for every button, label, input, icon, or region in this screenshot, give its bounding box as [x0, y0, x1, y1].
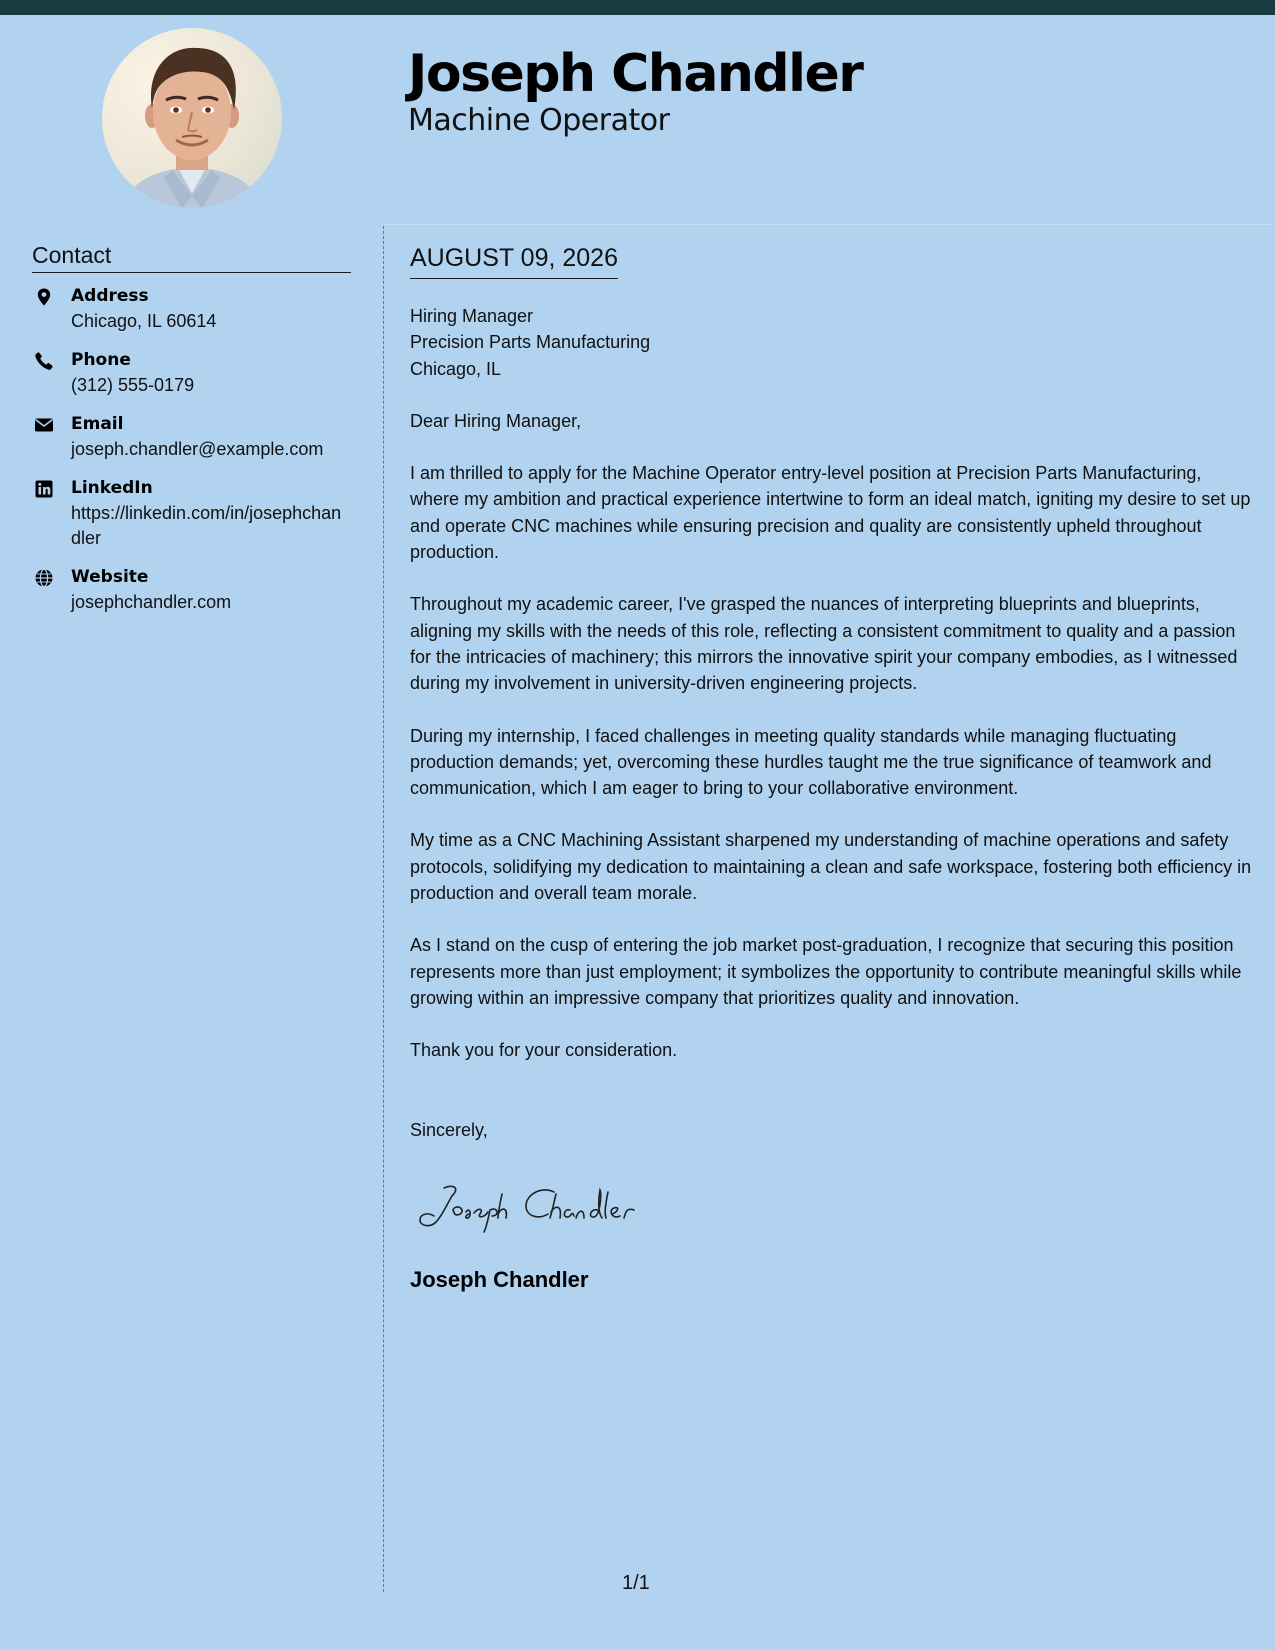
contact-label: LinkedIn — [71, 478, 153, 498]
recipient-company: Precision Parts Manufacturing — [410, 332, 651, 353]
paragraph: Throughout my academic career, I've grasped the nuances of interpreting blueprints and blueprints, aligning my skills with the needs of this role, reflecting a consistent commitment to quality and a passion for the intricacies of machinery; this mirrors the innovative spirit your company embodies, as I witnessed during my involvement in university-driven engineering projects. — [410, 594, 1238, 694]
linkedin-value[interactable]: https://linkedin.com/in/josephchandler — [71, 503, 342, 548]
phone-value: (312) 555-0179 — [71, 375, 195, 395]
handwritten-signature — [414, 1180, 674, 1235]
map-pin-icon — [34, 287, 54, 307]
paragraph: I am thrilled to apply for the Machine Operator entry-level position at Precision Parts Manufacturing, where my ambition and practical experience intertwine to form an ideal match, igniting my desire to set up and operate CNC machines while ensuring precision and quality are consistently upheld throughout production. — [410, 463, 1251, 563]
top-bar — [0, 0, 1275, 15]
recipient-block — [410, 303, 1252, 382]
header-divider — [384, 224, 1275, 225]
email-value[interactable]: joseph.chandler@example.com — [71, 439, 324, 459]
globe-icon — [34, 568, 54, 588]
contact-item-address — [32, 284, 362, 334]
recipient-name: Hiring Manager — [410, 306, 534, 326]
closing: Sincerely, — [410, 1119, 488, 1140]
contact-item-linkedin — [32, 476, 362, 551]
letter-date: AUGUST 09, 2026 — [410, 242, 618, 279]
contact-label: Website — [71, 567, 149, 587]
contact-label: Address — [71, 286, 149, 306]
salutation: Dear Hiring Manager, — [410, 410, 582, 431]
profile-photo — [102, 28, 282, 208]
recipient-location: Chicago, IL — [410, 358, 502, 379]
phone-icon — [34, 351, 54, 371]
paragraph: During my internship, I faced challenges in meeting quality standards while managing fluctuating production demands; yet, overcoming these hurdles taught me the true significance of teamwork and communication, which I am eager to bring to your collaborative environment. — [410, 725, 1212, 799]
avatar-photo — [102, 28, 282, 208]
contact-heading: Contact — [32, 240, 351, 273]
website-value[interactable]: josephchandler.com — [71, 592, 232, 612]
envelope-icon — [34, 415, 54, 435]
linkedin-icon — [34, 479, 54, 499]
contact-item-email — [32, 412, 362, 462]
thank-you-line: Thank you for your consideration. — [410, 1040, 678, 1061]
contact-item-website — [32, 565, 362, 615]
address-value: Chicago, IL 60614 — [71, 311, 217, 331]
signer-name: Joseph Chandler — [410, 1267, 589, 1292]
contact-label: Phone — [71, 350, 131, 370]
paragraph: As I stand on the cusp of entering the job market post-graduation, I recognize that securing this position represents more than just employment; it symbolizes the opportunity to contribute meaningful skills while growing within an impressive company that prioritizes quality and innovation. — [410, 935, 1242, 1008]
applicant-name: Joseph Chandler — [408, 44, 863, 104]
contact-label: Email — [71, 414, 124, 434]
job-title: Machine Operator — [408, 103, 670, 138]
contact-list — [32, 284, 362, 629]
page-number: 1/1 — [622, 1572, 650, 1594]
letter-body — [410, 303, 1252, 1143]
paragraph: My time as a CNC Machining Assistant sharpened my understanding of machine operations and safety protocols, solidifying my dedication to maintaining a clean and safe workspace, fostering both efficiency in production and overall team morale. — [410, 830, 1252, 904]
column-divider — [383, 226, 384, 1592]
contact-item-phone — [32, 348, 362, 398]
